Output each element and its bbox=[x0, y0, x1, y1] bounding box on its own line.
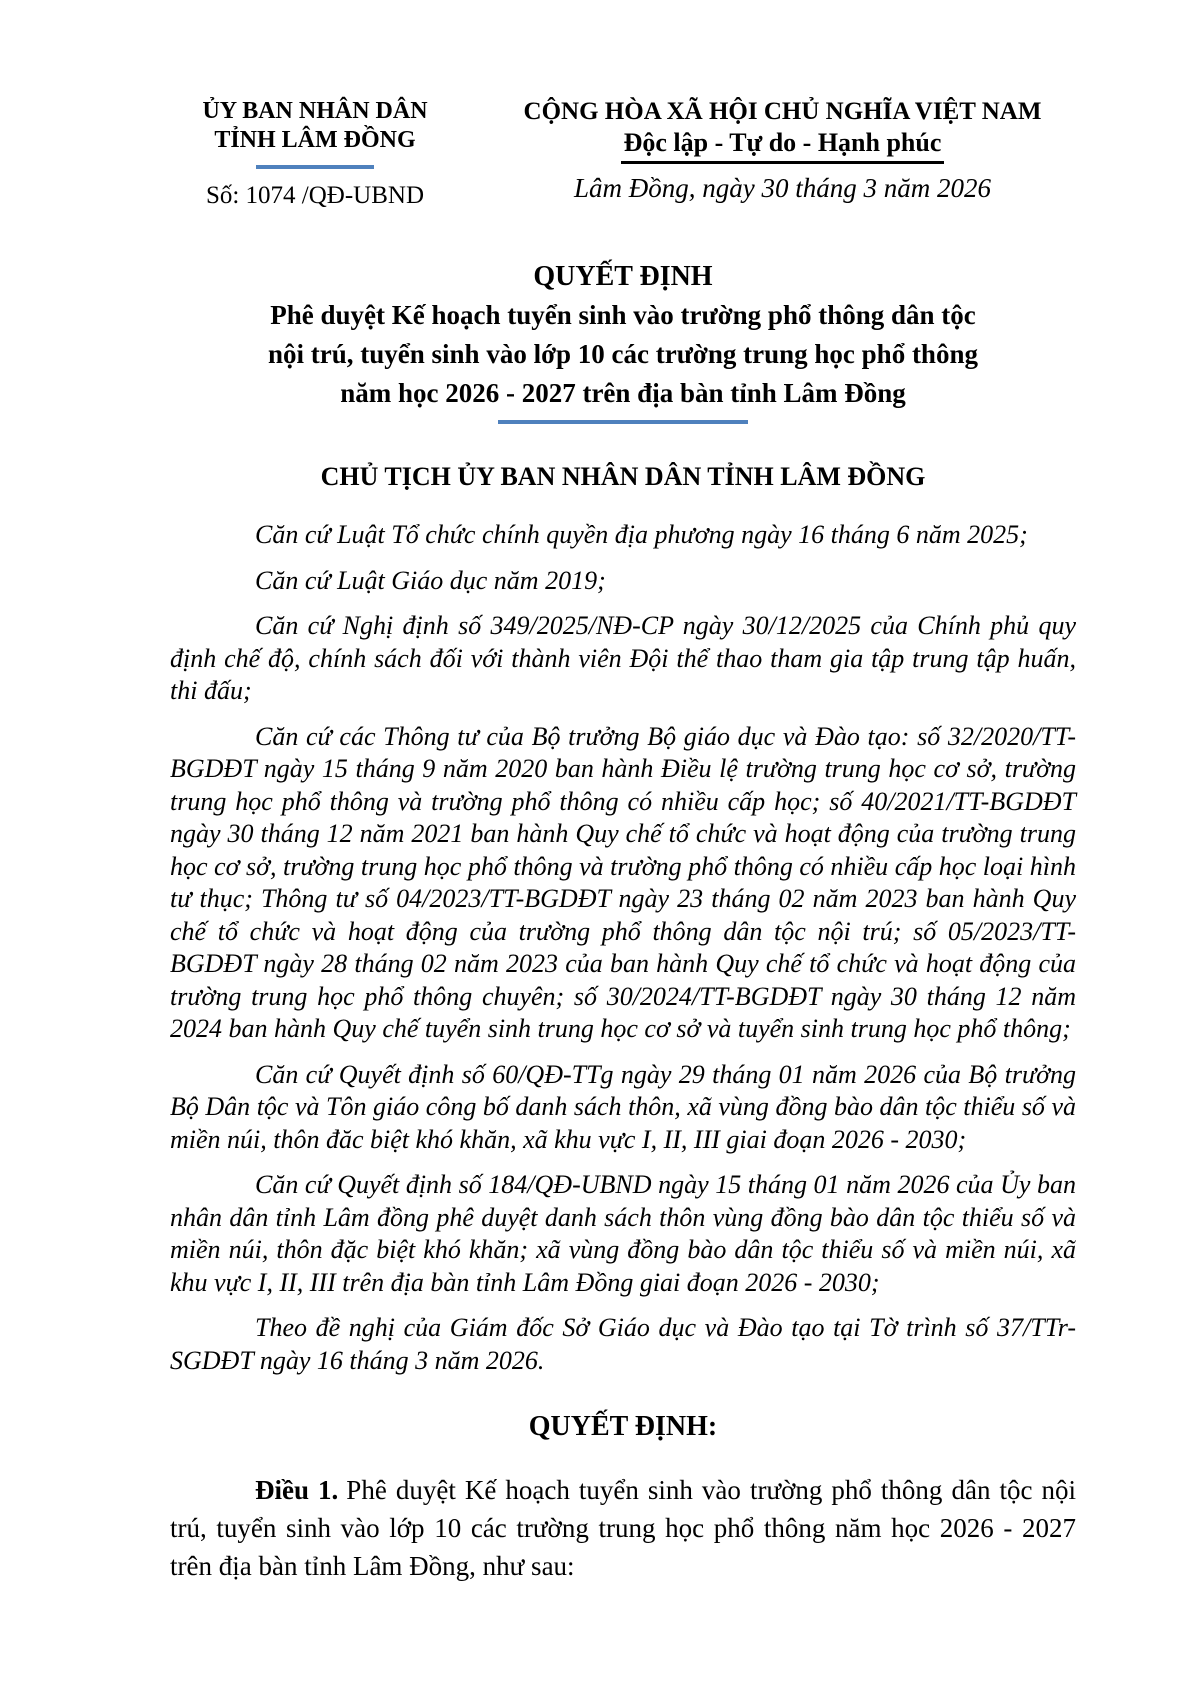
preamble-paragraph-1: Căn cứ Luật Tổ chức chính quyền địa phương ngày 16 tháng 6 năm 2025; bbox=[255, 520, 1028, 549]
decision-subject-line-1: Phê duyệt Kế hoạch tuyển sinh vào trường phổ thông dân tộc bbox=[270, 300, 976, 330]
decision-subject-line-3: năm học 2026 - 2027 trên địa bàn tỉnh Lâm Đồng bbox=[340, 378, 906, 408]
republic-name: CỘNG HÒA XÃ HỘI CHỦ NGHĨA VIỆT NAM bbox=[523, 98, 1042, 125]
document-body bbox=[170, 0, 1076, 1585]
place-and-date-line: Lâm Đồng, ngày 30 tháng 3 năm 2026 bbox=[574, 173, 991, 203]
preamble-paragraph-5: Căn cứ Quyết định số 60/QĐ-TTg ngày 29 tháng 01 năm 2026 của Bộ trưởng Bộ Dân tộc và Tôn giáo công bố danh sách thôn, xã vùng đồng bào dân tộc thiểu số và miền núi, thôn đăc biệt khó khăn, xã khu vực I, II, III giai đoạn 2026 - 2030; bbox=[170, 1059, 1076, 1154]
preamble-paragraph-7: Theo đề nghị của Giám đốc Sở Giáo dục và Đào tạo tại Tờ trình số 37/TTr-SGDĐT ngày 16 tháng 3 năm 2026. bbox=[170, 1313, 1076, 1375]
title-divider-rule bbox=[498, 420, 748, 424]
article-1-text: Phê duyệt Kế hoạch tuyển sinh vào trường phổ thông dân tộc nội trú, tuyển sinh vào lớp 10 các trường trung học phổ thông năm học 2026 - 2027 trên địa bàn tỉnh Lâm Đồng, như sau: bbox=[170, 1475, 1077, 1581]
document-number: Số: 1074 /QĐ-UBND bbox=[205, 182, 425, 209]
decision-subject-line-2: nội trú, tuyển sinh vào lớp 10 các trường trung học phổ thông bbox=[268, 339, 978, 369]
document-title-block bbox=[170, 0, 1076, 424]
issuing-authority-name: ỦY BAN NHÂN DÂN bbox=[202, 98, 428, 124]
decides-heading: QUYẾT ĐỊNH: bbox=[528, 1411, 718, 1442]
deciding-authority-title: CHỦ TỊCH ỦY BAN NHÂN DÂN TỈNH LÂM ĐỒNG bbox=[320, 462, 926, 491]
preamble-section bbox=[170, 519, 1076, 1377]
article-1-label: Điều 1. bbox=[255, 1475, 339, 1505]
issuing-authority-province: TỈNH LÂM ĐỒNG bbox=[214, 127, 416, 153]
decision-title: QUYẾT ĐỊNH bbox=[533, 261, 713, 292]
preamble-paragraph-2: Căn cứ Luật Giáo dục năm 2019; bbox=[255, 565, 606, 595]
preamble-paragraph-3: Căn cứ Nghị định số 349/2025/NĐ-CP ngày 30/12/2025 của Chính phủ quy định chế độ, chính sách đối với thành viên Đội thể thao tham gia tập trung tập huấn, thi đấu; bbox=[170, 611, 1076, 705]
national-motto: Độc lập - Tự do - Hạnh phúc bbox=[621, 127, 945, 164]
preamble-paragraph-6: Căn cứ Quyết định số 184/QĐ-UBND ngày 15 tháng 01 năm 2026 của Ủy ban nhân dân tỉnh Lâm đồng phê duyệt danh sách thôn vùng đồng bào dân tộc thiểu số và miền núi, thôn đặc biệt khó khăn; xã vùng đồng bào dân tộc thiểu số và miền núi, xã khu vực I, II, III trên địa bàn tỉnh Lâm Đồng giai đoạn 2026 - 2030; bbox=[170, 1170, 1076, 1297]
article-1 bbox=[170, 1471, 1076, 1585]
preamble-paragraph-4: Căn cứ các Thông tư của Bộ trưởng Bộ giáo dục và Đào tạo: số 32/2020/TT-BGDĐT ngày 15 tháng 9 năm 2020 ban hành Điều lệ trường trung học cơ sở, trường trung học phổ thông và trường phổ thông có nhiều cấp học; số 40/2021/TT-BGDĐT ngày 30 tháng 12 năm 2021 ban hành Quy chế tổ chức và hoạt động của trường trung học cơ sở, trường trung học phổ thông và trường phổ thông có nhiều cấp học loại hình tư thục; Thông tư số 04/2023/TT-BGDĐT ngày 23 tháng 02 năm 2023 ban hành Quy chế tổ chức và hoạt động của trường phổ thông dân tộc nội trú; số 05/2023/TT-BGDĐT ngày 28 tháng 02 năm 2023 của ban hành Quy chế tổ chức và hoạt động của trường trung học phổ thông chuyên; số 30/2024/TT-BGDĐT ngày 30 tháng 12 năm 2024 ban hành Quy chế tuyển sinh trung học cơ sở và tuyển sinh trung học phổ thông; bbox=[170, 721, 1076, 1043]
